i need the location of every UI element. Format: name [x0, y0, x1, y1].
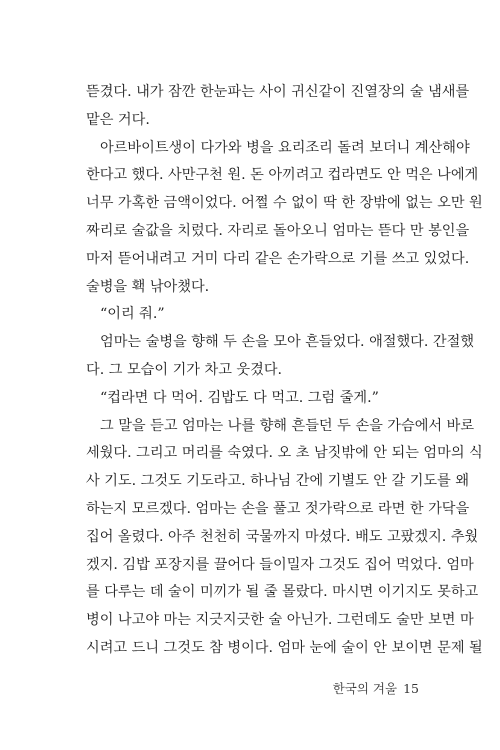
text-line: 세웠다. 그리고 머리를 숙였다. 오 초 남짓밖에 안 되는 엄마의 식 — [86, 445, 483, 462]
text-line: 아르바이트생이 다가와 병을 요리조리 돌려 보더니 계산해야 — [100, 139, 470, 156]
text-line: 겠지. 김밥 포장지를 끌어다 들이밀자 그것도 집어 먹었다. 엄마 — [86, 556, 474, 573]
running-title: 한국의 겨울 — [332, 681, 398, 696]
text-line: 병이 나고야 마는 지긋지긋한 술 아닌가. 그런데도 술만 보면 마 — [86, 612, 474, 629]
text-line: 를 다루는 데 술이 미끼가 될 줄 몰랐다. 마시면 이기지도 못하고 — [86, 584, 479, 601]
body-text — [86, 79, 483, 663]
text-line: 다. 그 모습이 기가 차고 웃겼다. — [86, 361, 283, 378]
page-footer — [333, 679, 419, 697]
text-line: 맡은 거다. — [86, 111, 150, 128]
text-line: 한다고 했다. 사만구천 원. 돈 아끼려고 컵라면도 안 먹은 나에게 — [86, 167, 479, 184]
text-line: “컵라면 다 먹어. 김밥도 다 먹고. 그럼 줄게.” — [100, 389, 379, 406]
text-line: “이리 줘.” — [100, 306, 165, 323]
text-line: 하는지 모르겠다. 엄마는 손을 풀고 젓가락으로 라면 한 가닥을 — [86, 500, 470, 517]
page-number: 15 — [403, 681, 419, 696]
text-line: 짜리로 술값을 치렀다. 자리로 돌아오니 엄마는 뜯다 만 봉인을 — [86, 222, 470, 239]
text-line: 엄마는 술병을 향해 두 손을 모아 흔들었다. 애절했다. 간절했 — [100, 334, 475, 351]
text-line: 술병을 홱 낚아챘다. — [86, 278, 210, 295]
text-line: 사 기도. 그것도 기도라고. 하나님 간에 기별도 안 갈 기도를 왜 — [86, 473, 470, 490]
text-line: 그 말을 듣고 엄마는 나를 향해 흔들던 두 손을 가슴에서 바로 — [100, 417, 475, 434]
text-line: 시려고 드니 그것도 참 병이다. 엄마 눈에 술이 안 보이면 문제 될 — [86, 639, 483, 656]
text-line: 너무 가혹한 금액이었다. 어쩔 수 없이 딱 한 장밖에 없는 오만 원 — [86, 195, 483, 212]
text-line: 마저 뜯어내려고 거미 다리 같은 손가락으로 기를 쓰고 있었다. — [86, 250, 470, 267]
text-line: 뜯겼다. 내가 잠깐 한눈파는 사이 귀신같이 진열장의 술 냄새를 — [86, 84, 470, 100]
text-line: 집어 올렸다. 아주 천천히 국물까지 마셨다. 배도 고팠겠지. 추웠 — [86, 528, 479, 545]
